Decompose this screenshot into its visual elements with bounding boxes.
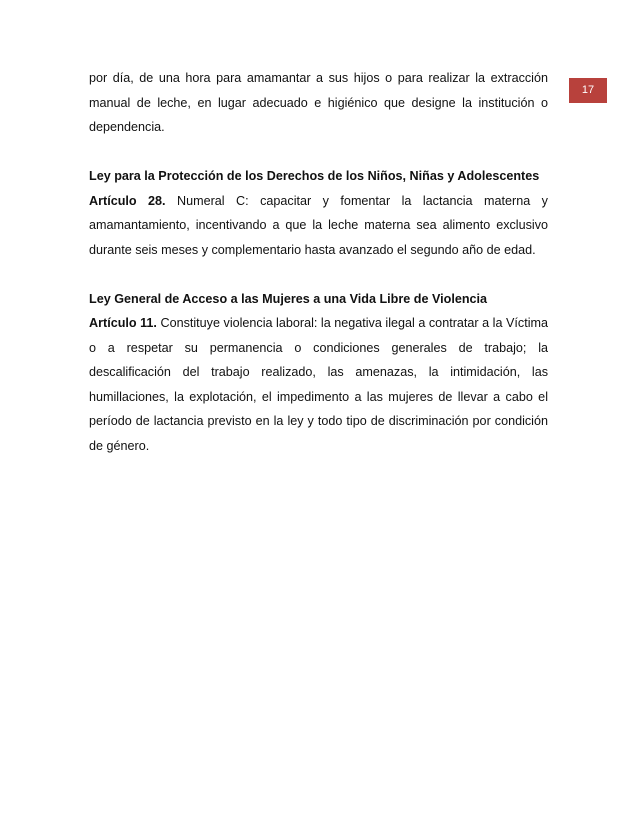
paragraph-gap bbox=[89, 140, 548, 165]
article-11-text: Constituye violencia laboral: la negativa ilegal a contratar a la Víctima o a respetar su permanencia o condiciones generales de trabajo; la descalificación del trabajo realizado, las amenazas, la intimidación, las humillaciones, la explotación, el impedimento a las mujeres de llevar a cabo el período de lactancia previsto en la ley y todo tipo de discriminación por condición de género. bbox=[89, 316, 548, 453]
article-28-text: Numeral C: capacitar y fomentar la lactancia materna y amamantamiento, incentivando a que la leche materna sea alimento exclusivo durante seis meses y complementario hasta avanzado el segundo año de edad. bbox=[89, 193, 548, 257]
intro-paragraph: por día, de una hora para amamantar a sus hijos o para realizar la extracción manual de leche, en lugar adecuado e higiénico que designe la institución o dependencia. bbox=[89, 71, 548, 134]
article-28-label: Artículo 28. bbox=[89, 193, 166, 208]
section-heading-violence-law: Ley General de Acceso a las Mujeres a una Vida Libre de Violencia bbox=[89, 291, 488, 306]
article-11-paragraph bbox=[89, 311, 548, 458]
section-heading-children-rights-law: Ley para la Protección de los Derechos de los Niños, Niñas y Adolescentes bbox=[89, 169, 540, 183]
page-number-badge: 17 bbox=[569, 78, 607, 103]
document-body bbox=[89, 66, 548, 458]
article-28-paragraph bbox=[89, 189, 548, 263]
paragraph-gap bbox=[89, 262, 548, 287]
article-11-label: Artículo 11. bbox=[89, 316, 157, 330]
